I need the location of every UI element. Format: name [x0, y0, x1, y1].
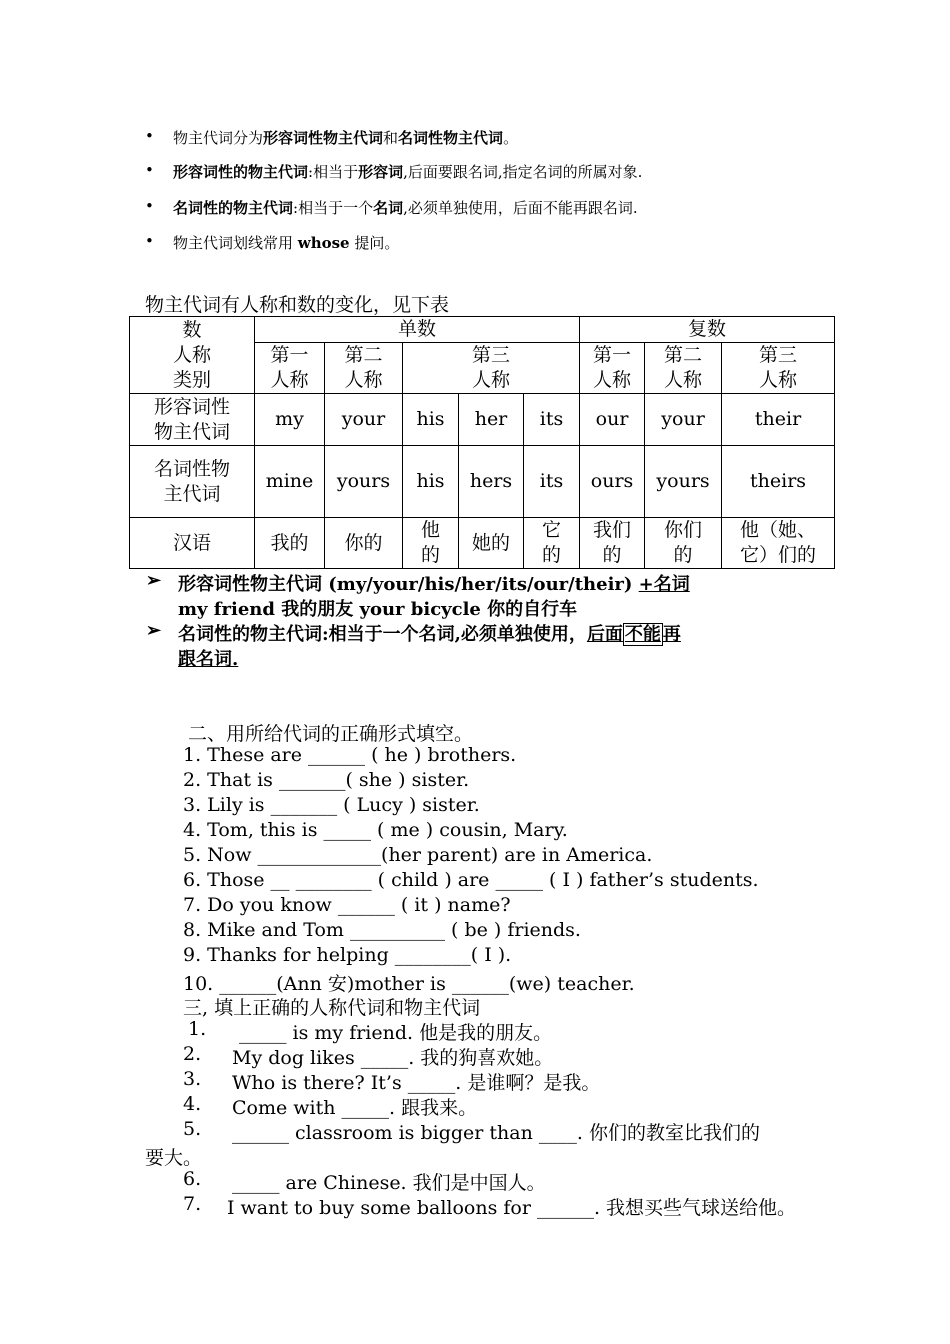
- table-cell: 你的: [325, 518, 403, 569]
- table-cell: 他 的: [403, 518, 459, 569]
- table-cell: its: [524, 446, 580, 518]
- table-cell: his: [403, 394, 459, 446]
- table-cell: his: [403, 446, 459, 518]
- bullet-dot-icon: •: [145, 197, 154, 215]
- arrow-bullet-icon: ➢: [146, 620, 162, 641]
- exercise-item: 9. Thanks for helping ________( I ).: [183, 944, 512, 966]
- bullet-dot-icon: •: [145, 127, 154, 145]
- table-cell: your: [325, 394, 403, 446]
- exercise-item: 3. Lily is _______ ( Lucy ) sister.: [183, 794, 480, 816]
- note-1: ➢ 形容词性物主代词 (my/your/his/her/its/our/their) +名词: [146, 570, 690, 595]
- plural-header: 复数: [580, 317, 835, 343]
- arrow-bullet-icon: ➢: [146, 570, 162, 591]
- table-row: [130, 518, 835, 569]
- exercise-number: 5.: [183, 1118, 202, 1140]
- table-cell: their: [722, 394, 835, 446]
- table-row: [130, 394, 835, 446]
- exercise-number: 6.: [183, 1168, 202, 1190]
- pronoun-table: [129, 316, 835, 569]
- table-cell: yours: [325, 446, 403, 518]
- exercise-number: 4.: [183, 1093, 202, 1115]
- person-header: 第三 人称: [403, 343, 580, 394]
- exercise-item: Come with _____. 跟我来。: [232, 1097, 478, 1119]
- row-label: 名词性物 主代词: [130, 446, 255, 518]
- exercise-item: 5. Now _____________(her parent) are in America.: [183, 844, 653, 866]
- exercise-item: _____ is my friend. 他是我的朋友。: [239, 1022, 553, 1044]
- exercise-item: _____ are Chinese. 我们是中国人。: [232, 1172, 546, 1194]
- exercise-item-continuation: 要大。: [145, 1147, 203, 1169]
- exercise-number: 2.: [183, 1043, 202, 1065]
- table-cell: my: [255, 394, 325, 446]
- exercise-item: 10. ______(Ann 安)mother is ______(we) teacher.: [183, 973, 635, 995]
- note-2: ➢ 名词性的物主代词:相当于一个名词,必须单独使用，后面 不能 再: [146, 620, 681, 645]
- table-cell: your: [645, 394, 722, 446]
- person-header: 第二 人称: [645, 343, 722, 394]
- section2-title: 二、用所给代词的正确形式填空。: [188, 723, 474, 745]
- person-header: 第三 人称: [722, 343, 835, 394]
- singular-header: 单数: [255, 317, 580, 343]
- exercise-number: 3.: [183, 1068, 202, 1090]
- exercise-item: I want to buy some balloons for ______. 我想买些气球送给他。: [227, 1197, 797, 1219]
- exercise-item: 6. Those __ ________ ( child ) are _____ ( I ) father’s students.: [183, 869, 759, 891]
- table-cell: our: [580, 394, 645, 446]
- table-cell: theirs: [722, 446, 835, 518]
- person-header: 第一 人称: [255, 343, 325, 394]
- exercise-item: 7. Do you know ______ ( it ) name?: [183, 894, 511, 916]
- table-cell: 我们 的: [580, 518, 645, 569]
- section3-title: 三, 填上正确的人称代词和物主代词: [183, 997, 481, 1019]
- bullet-dot-icon: •: [145, 232, 154, 250]
- table-cell: hers: [459, 446, 524, 518]
- table-cell: her: [459, 394, 524, 446]
- table-cell: 她的: [459, 518, 524, 569]
- exercise-number: 1.: [188, 1018, 207, 1040]
- bullet-3: • 名词性的物主代词:相当于一个名词,必须单独使用，后面不能再跟名词.: [145, 197, 638, 217]
- table-cell: 我的: [255, 518, 325, 569]
- exercise-item: My dog likes _____. 我的狗喜欢她。: [232, 1047, 554, 1069]
- table-title: 物主代词有人称和数的变化，见下表: [145, 294, 450, 316]
- table-cell: mine: [255, 446, 325, 518]
- exercise-item: ______ classroom is bigger than ____. 你们的教室比我们的: [232, 1122, 760, 1144]
- person-header: 第一 人称: [580, 343, 645, 394]
- row-label: 汉语: [130, 518, 255, 569]
- table-cell: 你们 的: [645, 518, 722, 569]
- exercise-item: 2. That is _______( she ) sister.: [183, 769, 470, 791]
- exercise-item: Who is there? It’s _____. 是谁啊？是我。: [232, 1072, 601, 1094]
- row-label: 形容词性 物主代词: [130, 394, 255, 446]
- table-row: [130, 446, 835, 518]
- exercise-item: 4. Tom, this is _____ ( me ) cousin, Mary.: [183, 819, 568, 841]
- bullet-2: • 形容词性的物主代词:相当于形容词,后面要跟名词,指定名词的所属对象.: [145, 161, 643, 181]
- table-cell: 他（她、 它）们的: [722, 518, 835, 569]
- bullet-1: • 物主代词分为形容词性物主代词和名词性物主代词。: [145, 127, 519, 147]
- note-2-line2: 跟名词.: [178, 649, 239, 670]
- note-1-example: my friend 我的朋友 your bicycle 你的自行车: [178, 599, 578, 620]
- exercise-item: 1. These are ______ ( he ) brothers.: [183, 744, 517, 766]
- table-cell: its: [524, 394, 580, 446]
- exercise-number: 7.: [183, 1193, 202, 1215]
- table-corner-cell: 数 人称 类别: [130, 317, 255, 394]
- table-cell: 它 的: [524, 518, 580, 569]
- exercise-item: 8. Mike and Tom __________ ( be ) friends.: [183, 919, 581, 941]
- bullet-4: • 物主代词划线常用 whose 提问。: [145, 232, 400, 252]
- bullet-dot-icon: •: [145, 161, 154, 179]
- table-cell: yours: [645, 446, 722, 518]
- table-cell: ours: [580, 446, 645, 518]
- person-header: 第二 人称: [325, 343, 403, 394]
